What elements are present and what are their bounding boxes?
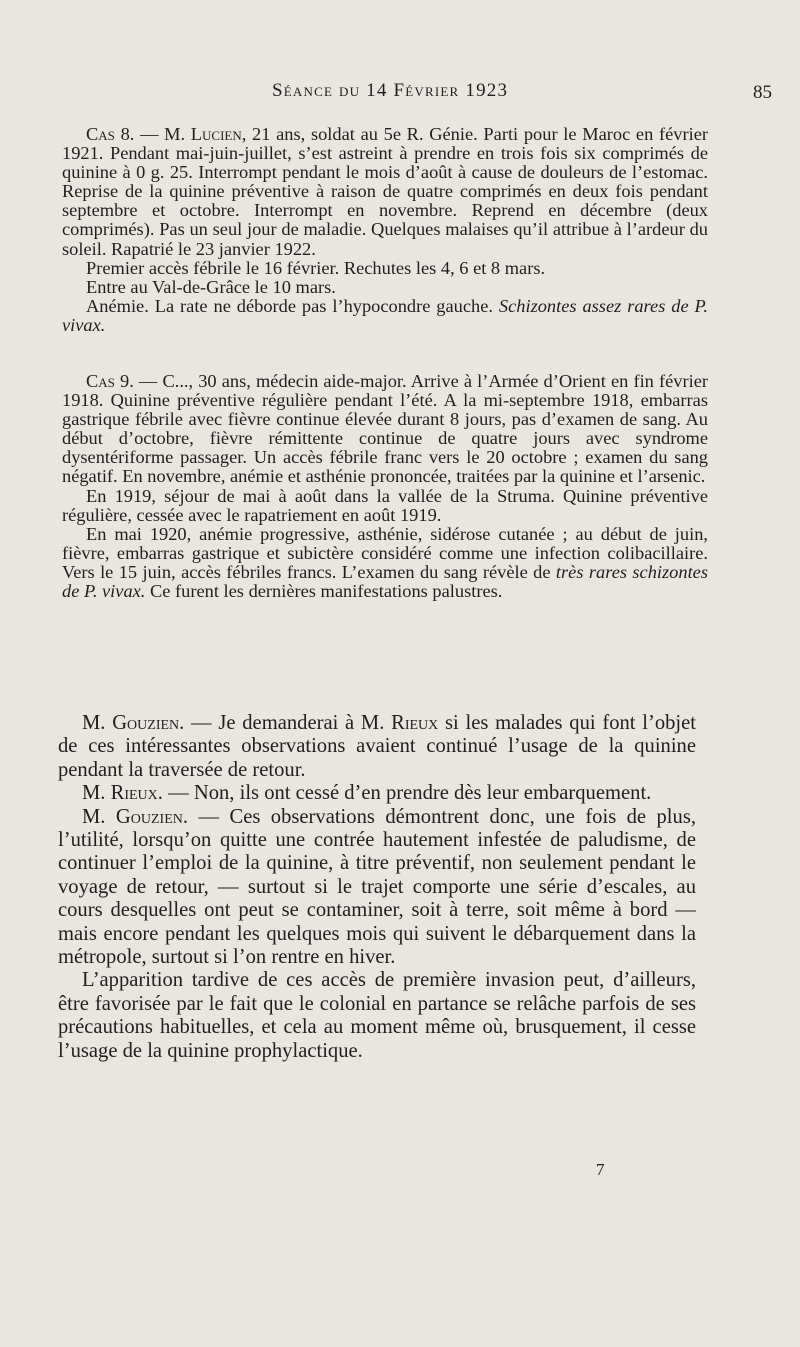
case-8 xyxy=(62,125,708,335)
discussion-question-end: si les malades qui font l’objet de ces intéressantes observations avaient continué l’usage de la quinine pendant la traversée de retour. xyxy=(58,712,696,781)
discussion-question-text: — Je demanderai à xyxy=(184,712,361,734)
speaker-gouzien-2: M. Gouzien. xyxy=(82,805,189,828)
case-8-admission: Entre au Val-de-Grâce le 10 mars. xyxy=(86,276,336,297)
case-9-label: Cas 9. xyxy=(86,371,134,391)
discussion-conclusion xyxy=(58,806,696,970)
discussion-answer xyxy=(58,782,696,805)
running-header xyxy=(0,80,800,110)
case-9-paragraph xyxy=(62,372,708,487)
case-9 xyxy=(62,372,708,601)
name-rieux: M. Rieux xyxy=(360,712,439,734)
case-8-patient: M. Lucien, xyxy=(164,124,247,144)
case-9-1920-end: Ce furent les dernières manifestations palustres. xyxy=(145,581,503,602)
signature-mark: 7 xyxy=(596,1160,605,1179)
page-number: 85 xyxy=(753,82,772,103)
case-8-findings xyxy=(62,297,708,335)
running-title: Séance du 14 Février 1923 xyxy=(272,80,509,101)
case-8-findings-italic: Schizontes assez rares de P. vivax. xyxy=(62,295,708,335)
discussion-final: L’apparition tardive de ces accès de première invasion peut, d’ailleurs, être favorisée par le fait que le colonial en partance se relâche parfois de ses précautions habituelles, et cela au moment même où, brusquement, il cesse l’usage de la quinine prophylactique. xyxy=(58,969,696,1062)
case-9-1920 xyxy=(62,525,708,601)
case-8-text: 21 ans, soldat au 5e R. Génie. Parti pour le Maroc en février 1921. Pendant mai-juin-juillet, s’est astreint à prendre en trois fois six comprimés de quinine à 0 g. 25. Interrompt pendant le mois d’août à cause de douleurs de l’estomac. Reprise de la quinine préventive à raison de quatre comprimés en deux fois pendant septembre et octobre. Interrompt en novembre. Reprend en décembre (deux comprimés). Pas un seul jour de maladie. Quelques malaises qu’il attribue à l’ardeur du soleil. Rapatrié le 23 janvier 1922. xyxy=(62,124,708,259)
case-9-1920-italic: très rares schizontes de P. vivax. xyxy=(62,561,708,602)
case-8-label: Cas 8. xyxy=(86,124,135,144)
case-8-first-access: Premier accès fébrile le 16 février. Rechutes les 4, 6 et 8 mars. xyxy=(86,257,546,278)
speaker-gouzien: M. Gouzien. xyxy=(82,712,185,734)
case-8-findings-text: Anémie. La rate ne déborde pas l’hypocondre gauche. xyxy=(86,295,499,316)
speaker-rieux: M. Rieux. xyxy=(82,782,163,805)
case-9-1919: En 1919, séjour de mai à août dans la vallée de la Struma. Quinine préventive régulière, cessée avec le rapatriement en août 1919. xyxy=(62,485,708,525)
case-9-1920-text: En mai 1920, anémie progressive, asthénie, sidérose cutanée ; au début de juin, fièvre, embarras gastrique et subictère considéré comme une infection colibacillaire. Vers le 15 juin, accès fébriles francs. L’examen du sang révèle de xyxy=(62,523,708,582)
discussion-answer-text: — Non, ils ont cessé d’en prendre dès leur embarquement. xyxy=(162,782,652,805)
case-8-paragraph: Cas 8. — M. Lucien, 21 ans, soldat au 5e R. Génie. Parti pour le Maroc en février 1921. Pendant mai-juin-juillet, s’est astreint à prendre en trois fois six comprimés de quinine à 0 g. 25. Interrompt pendant le mois d’août à cause de douleurs de l’estomac. Reprise de la quinine préventive à raison de quatre comprimés en deux fois pendant septembre et octobre. Interrompt en novembre. Reprend en décembre (deux comprimés). Pas un seul jour de maladie. Quelques malaises qu’il attribue à l’ardeur du soleil. Rapatrié le 23 janvier 1922. xyxy=(62,124,708,259)
discussion-question xyxy=(58,712,696,782)
discussion-conclusion-text: — Ces observations démontrent donc, une fois de plus, l’utilité, lorsqu’on quitte une contrée hautement infestée de paludisme, de continuer l’emploi de la quinine, à titre préventif, non seulement pendant le voyage de retour, — surtout si le trajet comporte une série d’escales, au cours desquelles ont peut se contaminer, soit à terre, soit même à bord — mais encore pendant les quelques mois qui suivent le débarquement dans la métropole, surtout si l’on rentre en hiver. xyxy=(58,805,696,969)
discussion xyxy=(58,712,696,1063)
case-9-text: — C..., 30 ans, médecin aide-major. Arrive à l’Armée d’Orient en fin février 1918. Quinine préventive régulière pendant l’été. A la mi-septembre 1918, embarras gastrique fébrile avec fièvre continue élevée durant 8 jours, pas d’examen de sang. Au début d’octobre, fièvre rémittente continue de quatre jours avec syndrome dysentériforme passager. Un accès fébrile franc vers le 20 octobre ; examen du sang négatif. En novembre, anémie et asthénie prononcée, traitées par la quinine et l’arsenic. xyxy=(62,371,708,487)
